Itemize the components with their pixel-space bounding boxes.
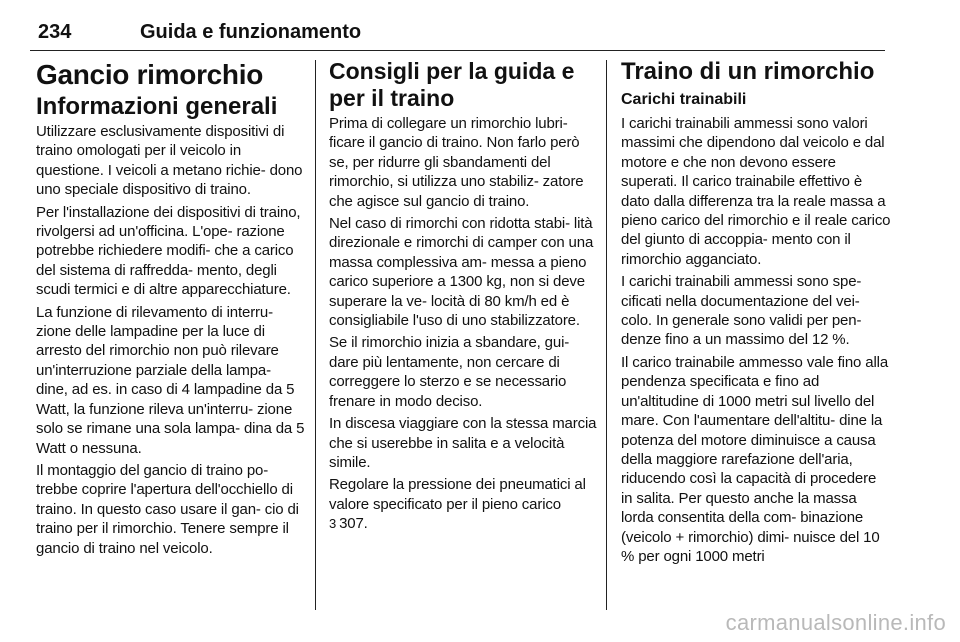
paragraph: Il carico trainabile ammesso vale fino alla pendenza specificata e fino ad un'altitudine di 1000 metri sul livello del mare. Con l'aumentare dell'altitu- dine la potenza del motore diminuisce a causa della maggiore rarefazione dell'aria, riducendo così la capacità di procedere in salita. Per questo anche la massa lorda consentita della com- binazione (veicolo + rimorchio) dimi- nuisce del 10 % per ogni 1000 metri	[621, 353, 889, 565]
paragraph: Per l'installazione dei dispositivi di traino, rivolgersi ad un'officina. L'ope- razione potrebbe richiedere modifi- che a carico del sistema di raffredda- mento, degli scudi termici e di altre apparecchiature.	[36, 203, 301, 299]
paragraph: I carichi trainabili ammessi sono valori massimi che dipendono dal veicolo e dal motore e che non devono essere superati. Il carico trainabile effettivo è dato dalla differenza tra la reale massa a pieno carico del rimorchio e il reale carico del giunto di accoppia- mento con il rimorchio agganciato.	[621, 115, 891, 268]
paragraph: Prima di collegare un rimorchio lubri- ficare il gancio di traino. Non farlo però se, per ridurre gli sbandamenti del rimorchio, si utilizza uno stabiliz- zatore che agisce sul gancio di traino.	[329, 115, 584, 210]
paragraph: Se il rimorchio inizia a sbandare, gui- dare più lentamente, non cercare di correggere lo sterzo e se necessario frenare in modo deciso.	[329, 334, 570, 410]
paragraph: Utilizzare esclusivamente dispositivi di traino omologati per il veicolo in questione. I veicoli a metano richie- dono uno speciale dispositivo di traino.	[36, 123, 303, 199]
paragraph: Il montaggio del gancio di traino po- trebbe coprire l'apertura dell'occhiello di traino. In questo caso usare il gan- cio di traino per il rimorchio. Tenere sempre il gancio di traino nel veicolo.	[36, 461, 299, 557]
paragraph: Nel caso di rimorchi con ridotta stabi- lità direzionale e rimorchi di camper con una massa complessiva am- messa a pieno carico superiore a 1300 kg, non si deve superare la ve- locità di 80 km/h ed è consigliabile l'uso di uno stabilizzatore.	[329, 215, 594, 330]
paragraph: La funzione di rilevamento di interru- zione delle lampadine per la luce di arresto del rimorchio non può rilevare un'interruzione parziale della lampa- dine, ad es. in caso di 4 lampadine da 5 Watt, la funzione rileva un'interru- zione solo se rimane una sola lampa- dina da 5 Watt o nessuna.	[36, 303, 305, 457]
heading-towbar: Gancio rimorchio	[36, 59, 264, 90]
heading-general-info: Informazioni generali	[36, 93, 278, 120]
page-reference-arrow-icon: 3	[329, 516, 337, 532]
column-trailer-towing	[621, 58, 891, 569]
paragraph-text: Regolare la pressione dei pneumatici al valore specificato per il pieno carico	[329, 476, 586, 513]
page-header	[30, 20, 885, 51]
page-reference-link[interactable]: 307.	[339, 515, 368, 533]
column-divider-right	[606, 60, 607, 610]
watermark: carmanualsonline.info	[725, 610, 946, 635]
paragraph-with-reference	[329, 475, 597, 533]
heading-driving-tips: Consigli per la guida e per il traino	[329, 58, 575, 111]
section-title: Guida e funzionamento	[140, 21, 362, 43]
page-number: 234	[38, 21, 72, 43]
paragraph: I carichi trainabili ammessi sono spe- cificati nella documentazione del vei- colo. In generale sono validi per pen- denze fino a un massimo del 12 %.	[621, 273, 862, 349]
heading-trailer-towing: Traino di un rimorchio	[621, 58, 875, 85]
column-towbar	[36, 58, 306, 561]
column-divider-left	[315, 60, 316, 610]
paragraph: In discesa viaggiare con la stessa marcia che si userebbe in salita e a velocità simile.	[329, 415, 597, 471]
column-driving-tips	[329, 58, 597, 537]
heading-trailer-loads: Carichi trainabili	[621, 91, 747, 108]
